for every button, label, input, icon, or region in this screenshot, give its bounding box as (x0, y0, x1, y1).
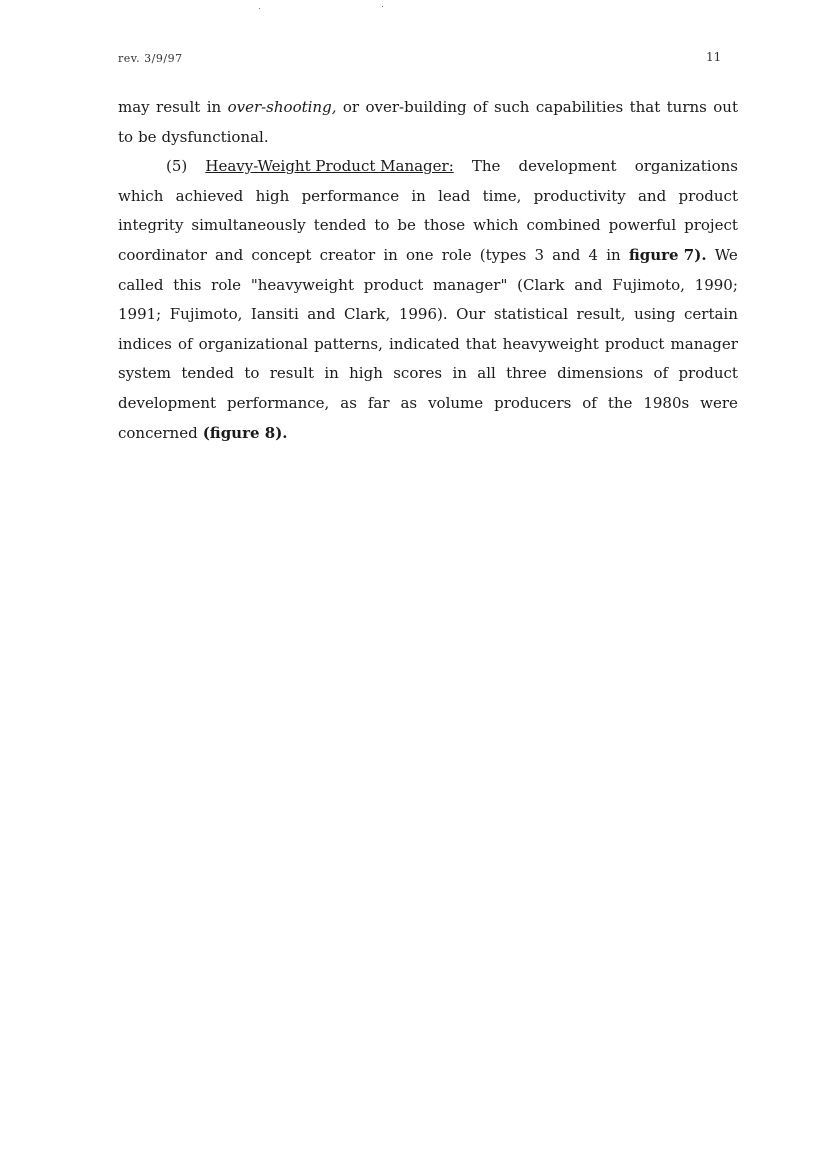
text-line-6: coordinator and concept creator in one role (types 3 and 4 in figure 7). We (118, 241, 738, 271)
emphasis-over-shooting: over-shooting, (227, 98, 337, 116)
text-line-12: concerned (figure 8). (118, 419, 738, 449)
text-line-4: which achieved high performance in lead time, productivity and product (118, 186, 738, 205)
text-line-5: integrity simultaneously tended to be those which combined powerful project (118, 216, 738, 235)
figure-8-reference: (figure 8). (202, 423, 288, 442)
section-heading-heavyweight-pm: Heavy-Weight Product Manager: (205, 157, 454, 176)
figure-7-reference: figure 7). (628, 245, 707, 264)
scan-speck (259, 8, 260, 9)
text-line-10: system tended to result in high scores in all three dimensions of product (118, 364, 738, 383)
text-line-2: to be dysfunctional. (118, 127, 269, 146)
scan-speck (382, 6, 383, 7)
document-body (118, 93, 738, 448)
text-line-9: indices of organizational patterns, indicated that heavyweight product manager (118, 334, 738, 353)
text-line-7: called this role "heavyweight product manager" (Clark and Fujimoto, 1990; (118, 275, 738, 294)
text-line-3: (5) Heavy-Weight Product Manager: The development organizations (118, 152, 738, 182)
text-line-1: may result in over-shooting, or over-building of such capabilities that turns out (118, 93, 738, 123)
page-number: 11 (706, 50, 722, 64)
text-line-8: 1991; Fujimoto, Iansiti and Clark, 1996). Our statistical result, using certain (118, 305, 738, 324)
revision-date: rev. 3/9/97 (118, 52, 183, 65)
text-line-11: development performance, as far as volume producers of the 1980s were (118, 393, 738, 412)
